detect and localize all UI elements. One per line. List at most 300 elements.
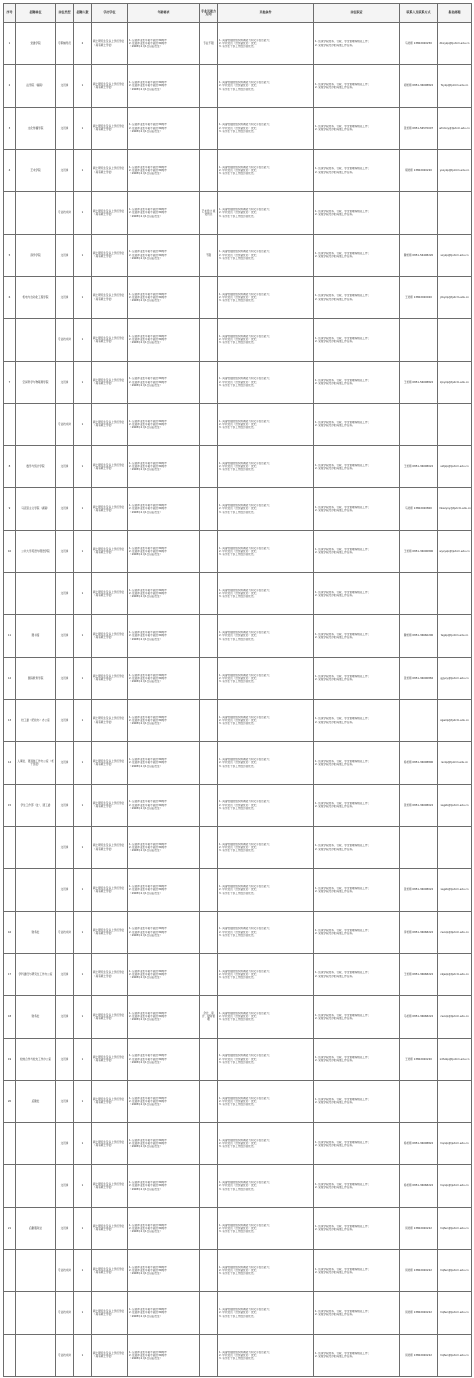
row-number: [4, 1292, 16, 1334]
requirement-line: 3. 有学生干部工作经历者优先。: [219, 1145, 257, 1149]
contact-info: [400, 1080, 438, 1122]
signup-email: hqfwc@tjutcm.edu.cn: [438, 1207, 472, 1249]
age-requirement: [128, 276, 200, 318]
duty-line: 1. 负责学院党务、行政、学生管理等相关工作；: [315, 336, 371, 340]
degree-requirement: 硕士研究生及以上学历学位（具有硕士学位）: [92, 700, 128, 742]
job-duties: [314, 192, 400, 234]
other-requirements: [218, 573, 314, 615]
requirement-line: 2. 中共党员（含预备党员）优先；: [219, 42, 259, 46]
other-requirements: [218, 530, 314, 572]
position-type: 文员岗: [56, 1038, 74, 1080]
requirement-line: 2. 中共党员（含预备党员）优先；: [219, 84, 259, 88]
contact-info: 胡老师 13802020220: [400, 149, 438, 191]
degree-requirement: 硕士研究生及以上学历学位（具有硕士学位）: [92, 234, 128, 276]
signup-email: jdxyzp@tjutcm.edu.cn: [438, 276, 472, 318]
requirement-line: 2. 中共党员（含预备党员）优先；: [219, 719, 259, 723]
position-type: 文员岗: [56, 1080, 74, 1122]
degree-requirement: 硕士研究生及以上学历学位（具有硕士学位）: [92, 319, 128, 361]
requirement-line: 3. 有学生干部工作经历者优先。: [219, 933, 257, 937]
requirement-line: 1. 具备较强的组织协调能力和文字表达能力；: [219, 377, 272, 381]
unit-name: [16, 319, 56, 361]
table-row: [4, 1334, 472, 1376]
requirement-line: 2. 中共党员（含预备党员）优先；: [219, 930, 259, 934]
position-type: 文员岗: [56, 784, 74, 826]
row-number: [4, 192, 16, 234]
position-type: 文员岗: [56, 1207, 74, 1249]
age-line: （1993年1月1日以后出生）: [129, 299, 163, 303]
col-header-no: 序号: [4, 4, 16, 23]
position-type: 文员岗: [56, 657, 74, 699]
requirement-line: 3. 有学生干部工作经历者优先。: [219, 45, 257, 49]
row-number: 16: [4, 911, 16, 953]
other-requirements: [218, 657, 314, 699]
duty-line: 1. 负责学院党务、行政、学生管理等相关工作；: [315, 1182, 371, 1186]
major-direction: [200, 615, 218, 657]
requirement-line: 1. 具备较强的组织协调能力和文字表达能力；: [219, 1265, 272, 1269]
requirement-line: 1. 具备较强的组织协调能力和文字表达能力；: [219, 927, 272, 931]
age-line: （1993年1月1日以后出生）: [129, 1272, 163, 1276]
age-line: 2. 往届毕业生年龄不超过30周岁: [129, 719, 167, 723]
requirement-line: 2. 中共党员（含预备党员）优先；: [219, 380, 259, 384]
signup-email: [438, 573, 472, 615]
unit-name: [16, 1165, 56, 1207]
contact-info: 何老师 13802020222: [400, 1250, 438, 1292]
position-type: 文员岗: [56, 869, 74, 911]
requirement-line: 2. 中共党员（含预备党员）优先；: [219, 422, 259, 426]
duty-line: 2. 完成学院交办的其他工作任务。: [315, 889, 355, 893]
duty-line: 2. 完成学院交办的其他工作任务。: [315, 1186, 355, 1190]
degree-requirement: 硕士研究生及以上学历学位（具有硕士学位）: [92, 192, 128, 234]
age-requirement: [128, 65, 200, 107]
age-requirement: [128, 657, 200, 699]
job-duties: [314, 234, 400, 276]
duty-line: 2. 完成学院交办的其他工作任务。: [315, 720, 355, 724]
major-direction: 专业不限: [200, 23, 218, 65]
age-line: （1993年1月1日以后出生）: [129, 129, 163, 133]
age-line: 2. 往届毕业生年龄不超过30周岁: [129, 972, 167, 976]
age-line: 2. 往届毕业生年龄不超过30周岁: [129, 380, 167, 384]
contact-info: 马老师 0851-36668222: [400, 996, 438, 1038]
requirement-line: 3. 有学生干部工作经历者优先。: [219, 1230, 257, 1233]
age-line: （1993年1月1日以后出生）: [129, 45, 163, 49]
major-direction: [200, 446, 218, 488]
requirement-line: 2. 中共党员（含预备党员）优先；: [219, 1142, 259, 1146]
headcount: 1: [74, 1123, 92, 1165]
contact-info: [400, 826, 438, 868]
row-number: 2: [4, 65, 16, 107]
age-line: 1. 应届毕业生年龄不超过30周岁: [129, 123, 167, 127]
job-duties: [314, 65, 400, 107]
major-direction: [200, 1123, 218, 1165]
age-line: 1. 应届毕业生年龄不超过30周岁: [129, 1181, 167, 1185]
duty-line: 2. 完成学院交办的其他工作任务。: [315, 593, 355, 597]
duty-line: 2. 完成学院交办的其他工作任务。: [315, 1016, 355, 1020]
requirement-line: 3. 有学生干部工作经历者优先。: [219, 637, 257, 641]
signup-email: ysxyzp@tjutcm.edu.cn: [438, 149, 472, 191]
duty-line: 1. 负责学院党务、行政、学生管理等相关工作；: [315, 675, 371, 679]
job-duties: [314, 742, 400, 784]
duty-line: 1. 负责学院党务、行政、学生管理等相关工作；: [315, 125, 371, 129]
position-type: 文员岗: [56, 953, 74, 995]
row-number: 5: [4, 234, 16, 276]
requirement-line: 1. 具备较强的组织协调能力和文字表达能力；: [219, 885, 272, 889]
age-line: 1. 应届毕业生年龄不超过30周岁: [129, 1054, 167, 1058]
signup-email: [438, 826, 472, 868]
table-row: [4, 446, 472, 488]
age-requirement: [128, 149, 200, 191]
headcount: 1: [74, 742, 92, 784]
unit-name: 党建学院: [16, 23, 56, 65]
major-direction: [200, 1038, 218, 1080]
contact-info: [400, 573, 438, 615]
job-duties: [314, 826, 400, 868]
duty-line: 1. 负责学院党务、行政、学生管理等相关工作；: [315, 548, 371, 552]
age-line: 1. 应届毕业生年龄不超过30周岁: [129, 588, 167, 592]
table-row: [4, 1165, 472, 1207]
requirement-line: 3. 有学生干部工作经历者优先。: [219, 1272, 257, 1276]
age-requirement: [128, 446, 200, 488]
major-direction: [200, 657, 218, 699]
requirement-line: 3. 有学生干部工作经历者优先。: [219, 722, 257, 726]
row-number: 8: [4, 446, 16, 488]
table-row: [4, 1038, 472, 1080]
unit-name: 公共大学英语与理语学院: [16, 530, 56, 572]
degree-requirement: 硕士研究生及以上学历学位（具有硕士学位）: [92, 1165, 128, 1207]
contact-info: 王老师 13802020220: [400, 1038, 438, 1080]
duty-line: 1. 负责学院党务、行政、学生管理等相关工作；: [315, 844, 371, 848]
age-line: 1. 应届毕业生年龄不超过30周岁: [129, 842, 167, 846]
requirement-line: 3. 有学生干部工作经历者优先。: [219, 1314, 257, 1318]
requirement-line: 1. 具备较强的组织协调能力和文字表达能力；: [219, 969, 272, 973]
duty-line: 2. 完成学院交办的其他工作任务。: [315, 1355, 355, 1359]
contact-info: [400, 403, 438, 445]
requirement-line: 1. 具备较强的组织协调能力和文字表达能力；: [219, 1012, 272, 1016]
signup-email: hqfwc@tjutcm.edu.cn: [438, 1250, 472, 1292]
age-line: 2. 往届毕业生年龄不超过30周岁: [129, 126, 167, 130]
table-row: [4, 742, 472, 784]
requirement-line: 2. 中共党员（含预备党员）优先；: [219, 549, 259, 553]
duty-line: 2. 完成学院交办的其他工作任务。: [315, 932, 355, 936]
duty-line: 1. 负责学院党务、行政、学生管理等相关工作；: [315, 632, 371, 636]
age-line: （1993年1月1日以后出生）: [129, 933, 163, 937]
headcount: 1: [74, 107, 92, 149]
age-line: 2. 往届毕业生年龄不超过30周岁: [129, 930, 167, 934]
age-line: 2. 往届毕业生年龄不超过30周岁: [129, 1142, 167, 1146]
age-line: （1993年1月1日以后出生）: [129, 1060, 163, 1064]
age-line: 2. 往届毕业生年龄不超过30周岁: [129, 168, 167, 172]
requirement-line: 2. 中共党员（含预备党员）优先；: [219, 253, 259, 257]
contact-info: 张老师 0851-36008022: [400, 869, 438, 911]
age-line: 1. 应届毕业生年龄不超过30周岁: [129, 81, 167, 85]
unit-name: 财务处: [16, 996, 56, 1038]
degree-requirement: 硕士研究生及以上学历学位（具有硕士学位）: [92, 784, 128, 826]
table-row: [4, 488, 472, 530]
duty-line: 1. 负责学院党务、行政、学生管理等相关工作；: [315, 252, 371, 256]
age-line: 1. 应届毕业生年龄不超过30周岁: [129, 885, 167, 889]
degree-requirement: 硕士研究生及以上学历学位（具有硕士学位）: [92, 1207, 128, 1249]
contact-info: 张老师 0851-56570007: [400, 107, 438, 149]
duty-line: 2. 完成学院交办的其他工作任务。: [315, 255, 355, 259]
signup-email: wyxyzp@tjutcm.edu.cn: [438, 530, 472, 572]
requirement-line: 1. 具备较强的组织协调能力和文字表达能力；: [219, 250, 272, 254]
age-requirement: [128, 361, 200, 403]
table-row: [4, 573, 472, 615]
age-line: （1993年1月1日以后出生）: [129, 1103, 163, 1107]
degree-requirement: 硕士研究生及以上学历学位（具有硕士学位）: [92, 996, 128, 1038]
unit-name: [16, 1334, 56, 1376]
duty-line: 1. 负责学院党务、行政、学生管理等相关工作；: [315, 590, 371, 594]
table-row: [4, 65, 472, 107]
duty-line: 2. 完成学院交办的其他工作任务。: [315, 297, 355, 301]
degree-requirement: 硕士研究生及以上学历学位（具有硕士学位）: [92, 573, 128, 615]
signup-email: xsgzb@tjutcm.edu.cn: [438, 869, 472, 911]
unit-name: [16, 403, 56, 445]
age-line: 1. 应届毕业生年龄不超过30周岁: [129, 1265, 167, 1269]
position-type: 专职辅导员: [56, 23, 74, 65]
unit-name: 校工委（纪检办）办公室: [16, 700, 56, 742]
unit-name: 图书馆: [16, 615, 56, 657]
requirement-line: 2. 中共党员（含预备党员）优先；: [219, 634, 259, 638]
degree-requirement: 硕士研究生及以上学历学位（具有硕士学位）: [92, 361, 128, 403]
age-line: 1. 应届毕业生年龄不超过30周岁: [129, 715, 167, 719]
age-line: 1. 应届毕业生年龄不超过30周岁: [129, 419, 167, 423]
row-number: [4, 1250, 16, 1292]
requirement-line: 3. 有学生干部工作经历者优先。: [219, 976, 257, 980]
duty-line: 1. 负责学院党务、行政、学生管理等相关工作；: [315, 294, 371, 298]
requirement-line: 1. 具备较强的组织协调能力和文字表达能力；: [219, 842, 272, 846]
duty-line: 1. 负责学院党务、行政、学生管理等相关工作；: [315, 1352, 371, 1356]
unit-name: 后勤服务处: [16, 1207, 56, 1249]
duty-line: 2. 完成学院交办的其他工作任务。: [315, 128, 355, 132]
degree-requirement: 硕士研究生及以上学历学位（具有硕士学位）: [92, 1292, 128, 1334]
age-line: 2. 往届毕业生年龄不超过30周岁: [129, 1269, 167, 1273]
duty-line: 2. 完成学院交办的其他工作任务。: [315, 1313, 355, 1317]
table-row: [4, 615, 472, 657]
signup-email: hqczp@tjutcm.edu.cn: [438, 1165, 472, 1207]
other-requirements: [218, 826, 314, 868]
other-requirements: [218, 403, 314, 445]
table-row: [4, 1250, 472, 1292]
table-row: [4, 149, 472, 191]
other-requirements: [218, 700, 314, 742]
requirement-line: 1. 具备较强的组织协调能力和文字表达能力；: [219, 546, 272, 550]
job-duties: [314, 615, 400, 657]
job-duties: [314, 361, 400, 403]
headcount: 1: [74, 784, 92, 826]
table-row: [4, 1080, 472, 1122]
age-requirement: [128, 953, 200, 995]
requirement-line: 3. 有学生干部工作经历者优先。: [219, 256, 257, 260]
requirement-line: 2. 中共党员（含预备党员）优先；: [219, 888, 259, 892]
major-direction: 会计、审计、财务管理: [200, 996, 218, 1038]
other-requirements: [218, 911, 314, 953]
signup-email: rsczp@tjutcm.edu.cn: [438, 742, 472, 784]
job-duties: [314, 953, 400, 995]
degree-requirement: 硕士研究生及以上学历学位（具有硕士学位）: [92, 1250, 128, 1292]
recruitment-table: [3, 3, 472, 1377]
unit-name: 商学学院: [16, 234, 56, 276]
headcount: 1: [74, 149, 92, 191]
headcount: 1: [74, 403, 92, 445]
job-duties: [314, 911, 400, 953]
contact-info: 王老师 0851-56008822: [400, 361, 438, 403]
age-line: （1993年1月1日以后出生）: [129, 637, 163, 641]
degree-requirement: 硕士研究生及以上学历学位（具有硕士学位）: [92, 403, 128, 445]
requirement-line: 1. 具备较强的组织协调能力和文字表达能力；: [219, 292, 272, 296]
table-row: [4, 319, 472, 361]
age-line: 2. 往届毕业生年龄不超过30周岁: [129, 761, 167, 765]
row-number: 14: [4, 742, 16, 784]
unit-name: 数学与统计学院: [16, 446, 56, 488]
col-header-requirements: 其他条件: [218, 4, 314, 23]
contact-info: 魏老师 0851-56408220: [400, 234, 438, 276]
unit-name: [16, 1292, 56, 1334]
requirement-line: 1. 具备较强的组织协调能力和文字表达能力；: [219, 461, 272, 465]
contact-info: 王老师 0851-36668222: [400, 953, 438, 995]
degree-requirement: 硕士研究生及以上学历学位（具有硕士学位）: [92, 1038, 128, 1080]
duty-line: 2. 完成学院交办的其他工作任务。: [315, 85, 355, 89]
job-duties: [314, 530, 400, 572]
requirement-line: 2. 中共党员（含预备党员）优先；: [219, 676, 259, 680]
position-type: 文员岗: [56, 996, 74, 1038]
age-line: 2. 往届毕业生年龄不超过30周岁: [129, 1057, 167, 1061]
unit-name: 马克思主义学院（湖南）: [16, 488, 56, 530]
age-line: 2. 往届毕业生年龄不超过30周岁: [129, 253, 167, 257]
position-type: 专业技术岗: [56, 319, 74, 361]
unit-name: [16, 1250, 56, 1292]
age-line: （1993年1月1日以后出生）: [129, 341, 163, 345]
age-requirement: [128, 869, 200, 911]
position-type: 文员岗: [56, 530, 74, 572]
other-requirements: [218, 276, 314, 318]
other-requirements: [218, 1038, 314, 1080]
requirement-line: 1. 具备较强的组织协调能力和文字表达能力；: [219, 419, 272, 423]
requirement-line: 2. 中共党员（含预备党员）优先；: [219, 972, 259, 976]
duty-line: 1. 负责学院党务、行政、学生管理等相关工作；: [315, 717, 371, 721]
requirement-line: 1. 具备较强的组织协调能力和文字表达能力；: [219, 38, 272, 42]
major-direction: [200, 1334, 218, 1376]
job-duties: [314, 996, 400, 1038]
unit-name: [16, 573, 56, 615]
age-line: （1993年1月1日以后出生）: [129, 722, 163, 726]
major-direction: [200, 700, 218, 742]
age-requirement: [128, 1038, 200, 1080]
signup-email: [438, 319, 472, 361]
position-type: 文员岗: [56, 488, 74, 530]
headcount: 1: [74, 530, 92, 572]
contact-info: 胡老师 0851-36008822: [400, 65, 438, 107]
age-line: （1993年1月1日以后出生）: [129, 679, 163, 683]
age-line: （1993年1月1日以后出生）: [129, 1187, 163, 1191]
requirement-line: 2. 中共党员（含预备党员）优先；: [219, 507, 259, 511]
unit-name: 校地合作与校友工作办公室: [16, 1038, 56, 1080]
age-requirement: [128, 530, 200, 572]
table-row: [4, 1123, 472, 1165]
duty-line: 1. 负责学院党务、行政、学生管理等相关工作；: [315, 1267, 371, 1271]
requirement-line: 1. 具备较强的组织协调能力和文字表达能力；: [219, 1308, 272, 1312]
other-requirements: [218, 1123, 314, 1165]
headcount: 1: [74, 573, 92, 615]
col-header-contact: 联系人及联系方式: [400, 4, 438, 23]
headcount: 1: [74, 1165, 92, 1207]
major-direction: [200, 826, 218, 868]
headcount: 1: [74, 446, 92, 488]
signup-email: cwczp@tjutcm.edu.cn: [438, 911, 472, 953]
requirement-line: 3. 有学生干部工作经历者优先。: [219, 595, 257, 599]
age-requirement: [128, 488, 200, 530]
duty-line: 1. 负责学院党务、行政、学生管理等相关工作；: [315, 1225, 371, 1229]
other-requirements: [218, 615, 314, 657]
degree-requirement: 硕士研究生及以上学历学位（具有硕士学位）: [92, 911, 128, 953]
signup-email: kjxyzp@tjutcm.edu.cn: [438, 361, 472, 403]
row-number: [4, 573, 16, 615]
age-line: 1. 应届毕业生年龄不超过30周岁: [129, 631, 167, 635]
degree-requirement: 硕士研究生及以上学历学位（具有硕士学位）: [92, 446, 128, 488]
signup-email: hqfwc@tjutcm.edu.cn: [438, 1334, 472, 1376]
requirement-line: 1. 具备较强的组织协调能力和文字表达能力；: [219, 1350, 272, 1354]
requirement-line: 3. 有学生干部工作经历者优先。: [219, 426, 257, 430]
requirement-line: 1. 具备较强的组织协调能力和文字表达能力；: [219, 1223, 272, 1227]
job-duties: [314, 446, 400, 488]
duty-line: 2. 完成学院交办的其他工作任务。: [315, 382, 355, 386]
contact-info: 王老师 0851-36008022: [400, 446, 438, 488]
unit-name: 文化传播学院: [16, 107, 56, 149]
headcount: 1: [74, 700, 92, 742]
degree-requirement: 硕士研究生及以上学历学位（具有硕士学位）: [92, 530, 128, 572]
unit-name: 法学院（湖南）: [16, 65, 56, 107]
age-line: 2. 往届毕业生年龄不超过30周岁: [129, 211, 167, 215]
position-type: 专业技术岗: [56, 1334, 74, 1376]
row-number: [4, 1165, 16, 1207]
age-line: 2. 往届毕业生年龄不超过30周岁: [129, 1184, 167, 1188]
row-number: 11: [4, 615, 16, 657]
requirement-line: 2. 中共党员（含预备党员）优先；: [219, 1057, 259, 1061]
row-number: 1: [4, 23, 16, 65]
duty-line: 1. 负责学院党务、行政、学生管理等相关工作；: [315, 82, 371, 86]
requirement-line: 3. 有学生干部工作经历者优先。: [219, 129, 257, 133]
age-line: 2. 往届毕业生年龄不超过30周岁: [129, 676, 167, 680]
contact-info: 李老师 0851-36068222: [400, 911, 438, 953]
duty-line: 2. 完成学院交办的其他工作任务。: [315, 339, 355, 343]
row-number: 21: [4, 1207, 16, 1249]
table-row: [4, 784, 472, 826]
age-line: （1993年1月1日以后出生）: [129, 1018, 163, 1022]
requirement-line: 1. 具备较强的组织协调能力和文字表达能力；: [219, 588, 272, 592]
requirement-line: 3. 有学生干部工作经历者优先。: [219, 383, 257, 387]
requirement-line: 2. 中共党员（含预备党员）优先；: [219, 1269, 259, 1273]
unit-name: 后勤处: [16, 1080, 56, 1122]
contact-info: [400, 319, 438, 361]
age-line: （1993年1月1日以后出生）: [129, 595, 163, 599]
other-requirements: [218, 996, 314, 1038]
requirement-line: 3. 有学生干部工作经历者优先。: [219, 341, 257, 345]
position-type: 文员岗: [56, 149, 74, 191]
table-row: [4, 23, 472, 65]
row-number: 4: [4, 149, 16, 191]
age-line: （1993年1月1日以后出生）: [129, 256, 163, 260]
other-requirements: [218, 1292, 314, 1334]
age-requirement: [128, 234, 200, 276]
duty-line: 2. 完成学院交办的其他工作任务。: [315, 636, 355, 640]
headcount: 1: [74, 953, 92, 995]
major-direction: [200, 488, 218, 530]
age-requirement: [128, 1080, 200, 1122]
row-number: [4, 319, 16, 361]
signup-email: xgwzp@tjutcm.edu.cn: [438, 700, 472, 742]
col-header-unit: 招聘单位: [16, 4, 56, 23]
unit-name: 学生工作部（处）、团工委: [16, 784, 56, 826]
age-line: （1993年1月1日以后出生）: [129, 468, 163, 472]
